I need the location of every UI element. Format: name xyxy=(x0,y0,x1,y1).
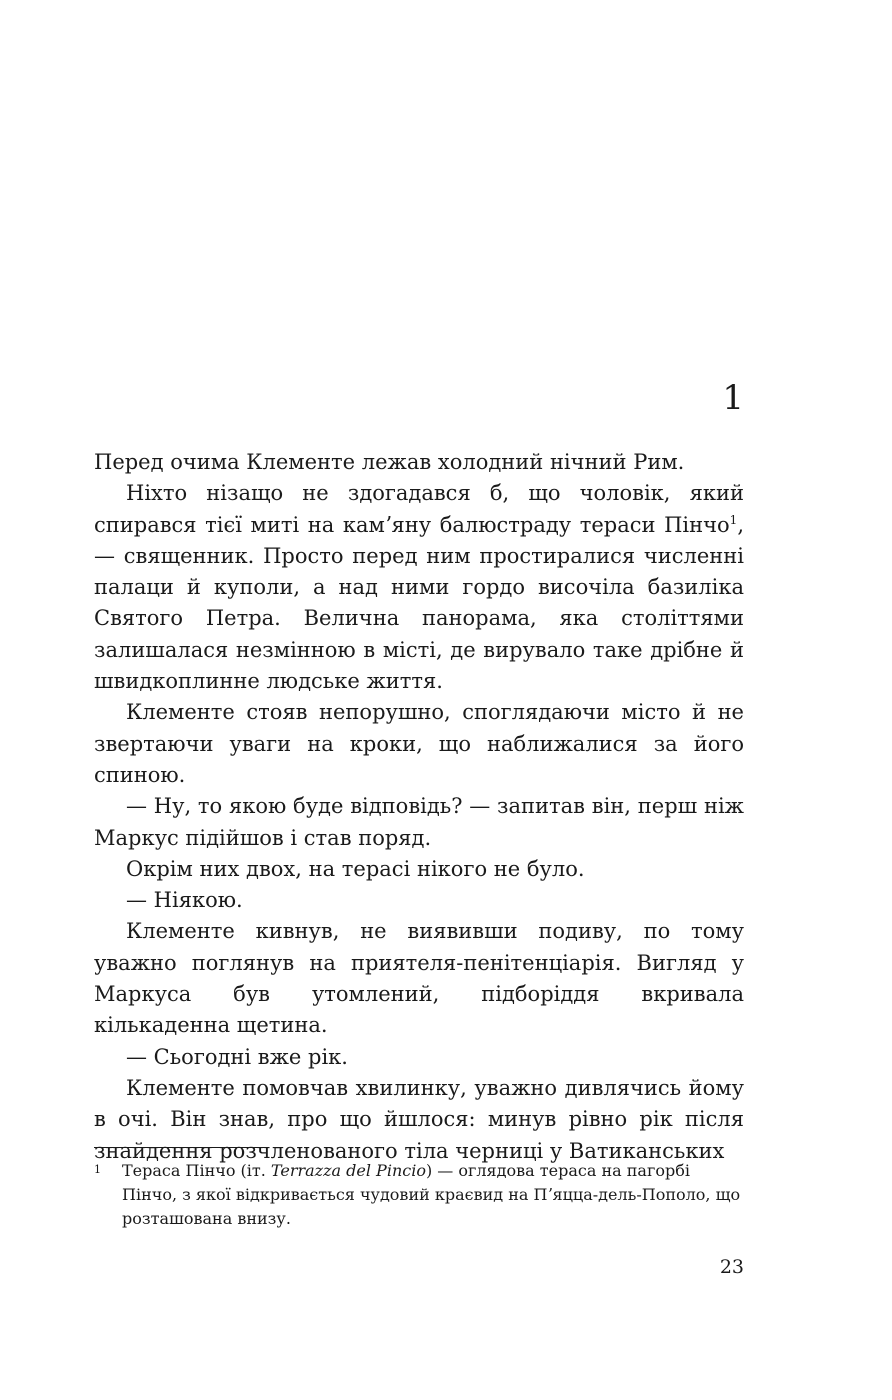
chapter-number: 1 xyxy=(722,378,744,418)
body-text xyxy=(94,447,744,1167)
paragraph-text: Ніхто нізащо не здогадався б, що чоловік, який спирався тієї миті на камʼяну балюстраду тераси Пінчо xyxy=(94,481,744,537)
paragraph: Клементе помовчав хвилинку, уважно дивлячись йому в очі. Він знав, про що йшлося: минув рівно рік після знайдення розчленованого тіла черниці у Ватиканських xyxy=(94,1075,744,1163)
dialogue-line: — Ніякою. xyxy=(126,888,243,913)
dialogue-line: — Ну, то якою буде відповідь? — запитав він, перш ніж Маркус підійшов і став поряд. xyxy=(94,794,744,850)
footnote xyxy=(94,1159,744,1231)
paragraph: Клементе кивнув, не виявивши подиву, по тому уважно поглянув на приятеля-пенітенціарія. Вигляд у Маркуса був утомлений, підборіддя вкривала кількаденна щетина. xyxy=(94,919,744,1038)
paragraph xyxy=(94,478,744,697)
footnote-italic-term: Terrazza del Pincio xyxy=(270,1161,426,1180)
page-number: 23 xyxy=(719,1256,744,1278)
footnote-text xyxy=(122,1159,744,1231)
footnote-reference[interactable]: 1 xyxy=(729,512,738,527)
footnote-divider xyxy=(94,1147,266,1148)
footnote-marker: 1 xyxy=(94,1163,101,1176)
footnote-text-part: ) — оглядова тераса на пагорбі Пінчо, з якої відкривається чудовий краєвид на Пʼяцца-дель-Пополо, що розташована внизу. xyxy=(122,1161,741,1228)
paragraph: Окрім них двох, на терасі нікого не було. xyxy=(126,856,585,881)
dialogue-line: — Сьогодні вже рік. xyxy=(126,1044,348,1069)
paragraph-text: , — священник. Просто перед ним простиралися численні палаци й куполи, а над ними гордо височіла базиліка Святого Петра. Велична панорама, яка століттями залишалася незмінною в місті, де вирувало таке дрібне й швидкоплинне людське життя. xyxy=(94,512,744,694)
paragraph: Клементе стояв непорушно, споглядаючи місто й не звертаючи уваги на кроки, що наближалися за його спиною. xyxy=(94,700,744,787)
paragraph: Перед очима Клементе лежав холодний нічний Рим. xyxy=(94,450,685,474)
footnote-text-part: Тераса Пінчо (іт. xyxy=(122,1161,271,1180)
